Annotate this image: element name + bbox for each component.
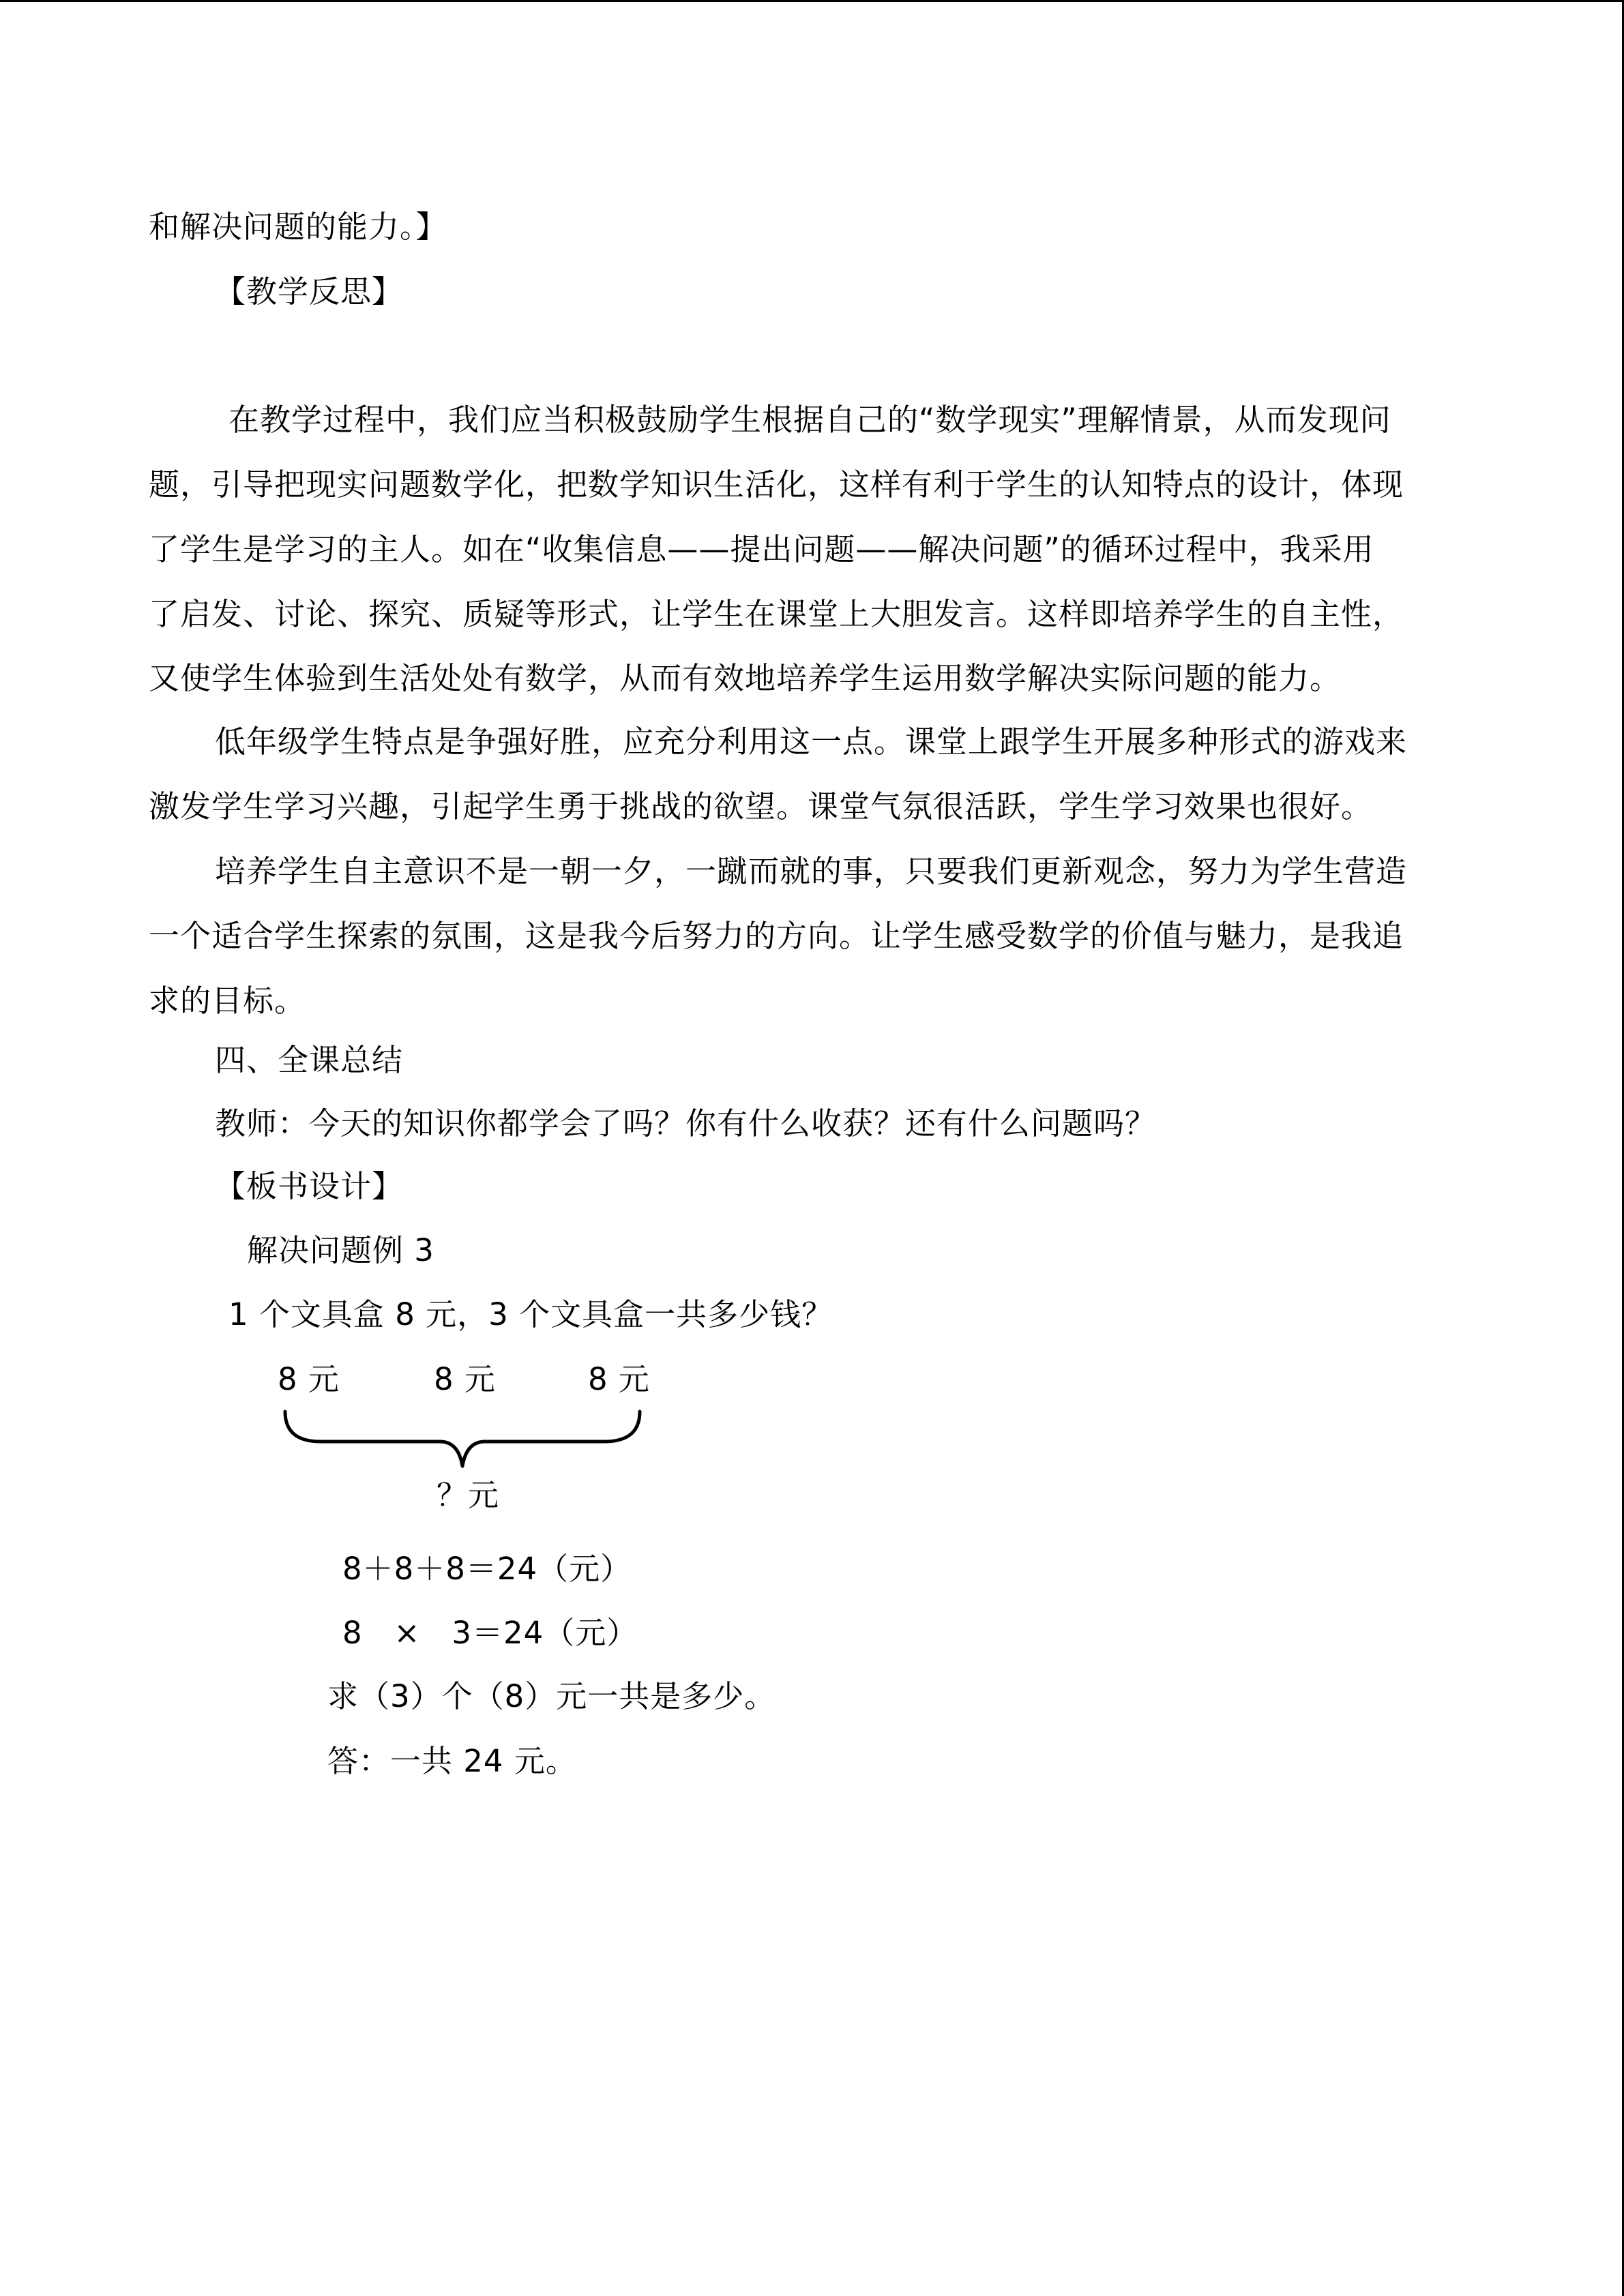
reflection-paragraph-1-line-5: 又使学生体验到生活处处有数学，从而有效地培养学生运用数学解决实际问题的能力。 — [149, 660, 1342, 696]
reflection-paragraph-3-line-3: 求的目标。 — [149, 983, 306, 1019]
board-amount-3: 8 元 — [588, 1361, 650, 1397]
reflection-paragraph-3-line-2: 一个适合学生探索的氛围，这是我今后努力的方向。让学生感受数学的价值与魅力，是我追 — [149, 918, 1404, 954]
board-amount-2: 8 元 — [434, 1361, 496, 1397]
board-meaning: 求（3）个（8）元一共是多少。 — [327, 1678, 776, 1714]
board-total-label: ？元 — [437, 1477, 500, 1513]
paragraph-continuation: 和解决问题的能力。】 — [149, 209, 447, 245]
board-title: 解决问题例 3 — [247, 1232, 434, 1268]
heading-board-design: 【板书设计】 — [215, 1168, 404, 1204]
reflection-paragraph-2-line-2: 激发学生学习兴趣，引起学生勇于挑战的欲望。课堂气氛很活跃，学生学习效果也很好。 — [149, 788, 1373, 824]
reflection-paragraph-1-line-2: 题，引导把现实问题数学化，把数学知识生活化，这样有利于学生的认知特点的设计，体现 — [149, 466, 1404, 503]
board-equation-multiplication: 8 × 3＝24（元） — [342, 1615, 638, 1651]
board-answer: 答：一共 24 元。 — [327, 1743, 577, 1779]
reflection-paragraph-2-line-1: 低年级学生特点是争强好胜，应充分利用这一点。课堂上跟学生开展多种形式的游戏来 — [215, 724, 1408, 760]
reflection-paragraph-1-line-1: 在教学过程中，我们应当积极鼓励学生根据自己的“数学现实”理解情景，从而发现问 — [228, 402, 1391, 438]
top-border — [0, 0, 1624, 2]
curly-brace — [280, 1406, 648, 1472]
board-equation-addition: 8＋8＋8＝24（元） — [342, 1551, 632, 1587]
reflection-paragraph-3-line-1: 培养学生自主意识不是一朝一夕，一蹴而就的事，只要我们更新观念，努力为学生营造 — [215, 853, 1408, 889]
board-question: 1 个文具盒 8 元，3 个文具盒一共多少钱？ — [228, 1296, 833, 1332]
reflection-paragraph-1-line-3: 了学生是学习的主人。如在“收集信息——提出问题——解决问题”的循环过程中，我采用 — [149, 531, 1374, 567]
board-amount-1: 8 元 — [278, 1361, 340, 1397]
heading-lesson-summary: 四、全课总结 — [215, 1042, 404, 1078]
reflection-paragraph-1-line-4: 了启发、讨论、探究、质疑等形式，让学生在课堂上大胆发言。这样即培养学生的自主性， — [149, 596, 1404, 632]
teacher-question: 教师：今天的知识你都学会了吗？你有什么收获？还有什么问题吗？ — [215, 1105, 1157, 1142]
heading-teaching-reflection: 【教学反思】 — [215, 273, 404, 310]
